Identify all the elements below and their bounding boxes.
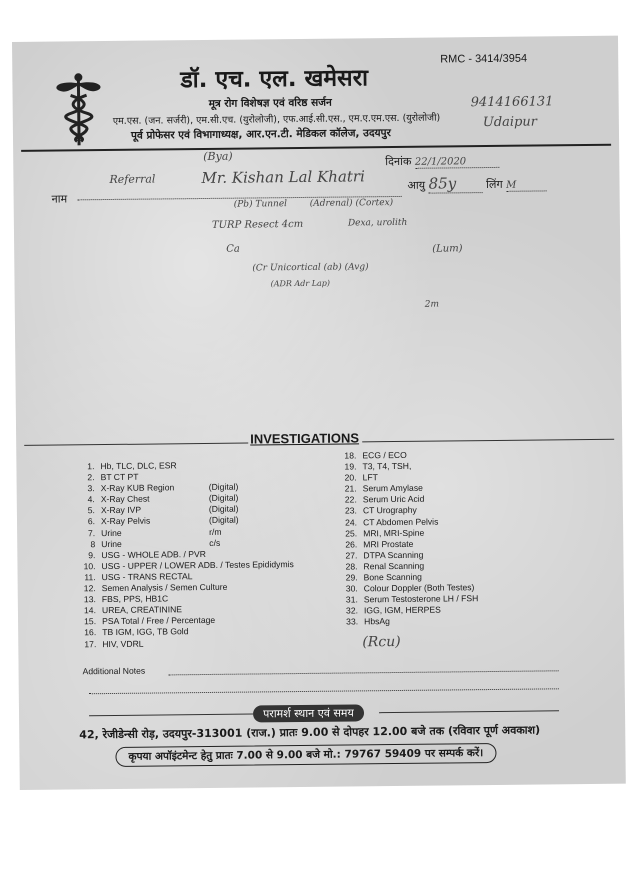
investigation-number: 3. (87, 483, 95, 494)
investigation-name: HIV, VDRL (102, 638, 144, 649)
investigation-number: 31. (345, 594, 358, 605)
investigation-name: TB IGM, IGG, TB Gold (102, 626, 189, 638)
investigation-number: 12. (83, 583, 96, 594)
doctor-name: डॉ. एच. एल. खमेसरा (180, 65, 369, 94)
investigation-number: 33. (346, 616, 359, 627)
investigation-name: Semen Analysis / Semen Culture (101, 581, 228, 594)
investigation-item (336, 616, 479, 629)
investigation-number: 24. (345, 516, 358, 528)
investigation-number: 32. (345, 605, 359, 616)
handwritten-note-4: Dexa, urolith (347, 217, 408, 229)
appointment-info: कृपया अपॉइंटमेन्ट हेतु प्रातः 7.00 से 9.00 बजे मो.: 79767 59409 पर सम्पर्क करें। (115, 743, 496, 767)
investigation-name: ECG / ECO (362, 449, 407, 461)
investigation-name: X-Ray Pelvis (100, 516, 151, 527)
handwritten-note-8: (ADR Adr Lap) (270, 278, 331, 289)
investigation-name: MRI Prostate (363, 538, 414, 550)
investigation-number: 30. (345, 583, 358, 594)
investigation-name: Colour Doppler (Both Testes) (363, 582, 475, 594)
investigation-name: CT Abdomen Pelvis (362, 516, 439, 527)
caduceus-icon (48, 71, 109, 148)
header-divider (21, 144, 611, 152)
investigation-name: UREA, CREATININE (101, 604, 183, 616)
handwritten-note-3: TURP Resect 4cm (211, 218, 304, 231)
handwritten-city: Udaipur (482, 114, 538, 131)
investigation-detail: (Digital) (208, 492, 239, 504)
investigation-name: Bone Scanning (363, 571, 422, 583)
investigation-detail: (Digital) (208, 515, 239, 526)
investigation-name: X-Ray Chest (100, 493, 150, 505)
investigation-name: Serum Uric Acid (362, 494, 425, 505)
investigation-number: 14. (83, 605, 97, 616)
investigation-number: 7. (87, 527, 96, 538)
investigation-number: 6. (87, 516, 96, 527)
investigation-number: 23. (344, 505, 357, 517)
consult-rule-right (379, 710, 559, 713)
investigation-name: USG - UPPER / LOWER ADB. / Testes Epididymis (101, 558, 294, 571)
clinic-address: 42, रेजीडेन्सी रोड़, उदयपुर-313001 (राज.) प्रातः 9.00 से दोपहर 12.00 बजे तक (रविवार पूर्ण अवकाश) (79, 723, 541, 742)
investigation-item (336, 593, 479, 606)
investigations-left-list (72, 459, 294, 650)
investigation-name: X-Ray IVP (100, 505, 142, 516)
handwritten-bottom-note: (Rcu) (362, 633, 401, 651)
rmc-number: RMC - 3414/3954 (440, 52, 528, 66)
investigation-number: 10. (83, 560, 96, 572)
investigation-number: 16. (84, 627, 97, 638)
investigation-number: 5. (87, 505, 95, 516)
handwritten-note-7: (Cr Unicortical (ab) (Avg) (252, 262, 369, 274)
investigation-number: 28. (345, 561, 358, 572)
investigation-number: 1. (87, 461, 95, 472)
investigation-number: 9. (88, 549, 96, 560)
investigation-number: 20. (344, 472, 357, 483)
investigations-rule-left (24, 443, 248, 446)
additional-notes-label: Additional Notes (82, 665, 146, 677)
investigation-name: Urine (101, 538, 122, 549)
handwritten-note-5: Ca (226, 243, 240, 255)
date-value: 22/1/2020 (415, 156, 499, 169)
additional-notes-line-2 (89, 688, 559, 694)
prescription-sheet (12, 36, 626, 790)
sex-label: लिंग (486, 177, 503, 192)
sex-value: M (506, 179, 546, 191)
investigation-detail: (Digital) (208, 504, 239, 515)
investigation-name: LFT (362, 472, 378, 483)
investigation-name: MRI, MRI-Spine (363, 527, 425, 539)
investigation-number: 21. (344, 483, 357, 494)
investigation-name: PSA Total / Free / Percentage (102, 615, 216, 627)
degrees: एम.एस. (जन. सर्जरी), एम.सी.एच. (युरोलोजी), एफ.आई.सी.एस., एम.ए.एम.एस. (युरोलोजी) (112, 112, 441, 127)
investigation-number: 17. (84, 638, 97, 649)
investigation-number: 29. (345, 572, 358, 583)
investigation-number: 18. (344, 450, 357, 461)
name-label: नाम (51, 192, 68, 206)
investigation-number: 25. (345, 528, 358, 539)
consult-rule-left (89, 714, 253, 717)
additional-notes-line (169, 670, 559, 675)
investigation-item (74, 637, 294, 650)
date-label: दिनांक (385, 154, 412, 169)
age-label: आयु (407, 178, 426, 192)
investigation-number: 26. (345, 539, 358, 550)
handwritten-note-9: 2m (424, 299, 440, 310)
position: पूर्व प्रोफेसर एवं विभागाध्यक्ष, आर.एन.टी. मेडिकल कॉलेज, उदयपुर (130, 127, 391, 142)
handwritten-note-2: (Adrenal) (Cortex) (309, 198, 394, 209)
investigations-rule-right (362, 439, 614, 443)
investigation-name: Serum Amylase (362, 483, 423, 494)
age-sex-field (407, 173, 546, 193)
handwritten-note-6: (Lum) (432, 243, 463, 255)
investigation-name: Urine (101, 527, 122, 538)
investigation-number: 13. (83, 594, 96, 605)
investigation-name: X-Ray KUB Region (100, 482, 175, 494)
handwritten-top-note: (Bya) (203, 149, 233, 164)
investigation-name: DTPA Scanning (363, 549, 424, 561)
investigation-name: HbsAg (364, 616, 390, 627)
investigation-name: Renal Scanning (363, 560, 425, 572)
investigation-detail: c/s (209, 537, 221, 548)
investigation-name: USG - WHOLE ADB. / PVR (101, 548, 207, 560)
investigation-number: 15. (84, 616, 97, 627)
date-field (385, 153, 499, 169)
investigation-name: IGG, IGM, HERPES (363, 604, 441, 616)
investigation-name: USG - TRANS RECTAL (101, 571, 193, 583)
patient-name: Mr. Kishan Lal Khatri (201, 167, 365, 188)
investigation-number: 4. (87, 494, 95, 505)
investigations-right-list (334, 449, 478, 628)
investigation-number: 19. (344, 461, 357, 472)
investigation-number: 11. (84, 572, 96, 583)
investigation-number: 2. (87, 472, 95, 483)
investigations-title: INVESTIGATIONS (250, 430, 360, 447)
handwritten-note-1: (Pb) Tunnel (233, 199, 288, 210)
age-value: 85y (429, 174, 483, 194)
specialty: मूत्र रोग विशेषज्ञ एवं वरिष्ठ सर्जन (208, 96, 332, 110)
consult-label: परामर्श स्थान एवं समय (253, 704, 364, 722)
investigation-detail: (Digital) (208, 481, 239, 493)
handwritten-phone: 9414166131 (470, 94, 554, 111)
investigation-number: 8 (90, 538, 96, 549)
investigation-number: 22. (344, 494, 357, 505)
investigation-name: CT Urography (362, 505, 417, 516)
investigation-name: T3, T4, TSH, (362, 460, 412, 472)
investigation-detail: r/m (209, 526, 222, 537)
investigation-name: Serum Testosterone LH / FSH (363, 593, 479, 605)
investigation-name: BT CT PT (100, 471, 139, 483)
handwritten-referral: Referral (109, 172, 156, 186)
investigation-name: FBS, PPS, HB1C (101, 593, 169, 605)
investigation-name: Hb, TLC, DLC, ESR (100, 460, 177, 472)
investigation-number: 27. (345, 550, 358, 561)
